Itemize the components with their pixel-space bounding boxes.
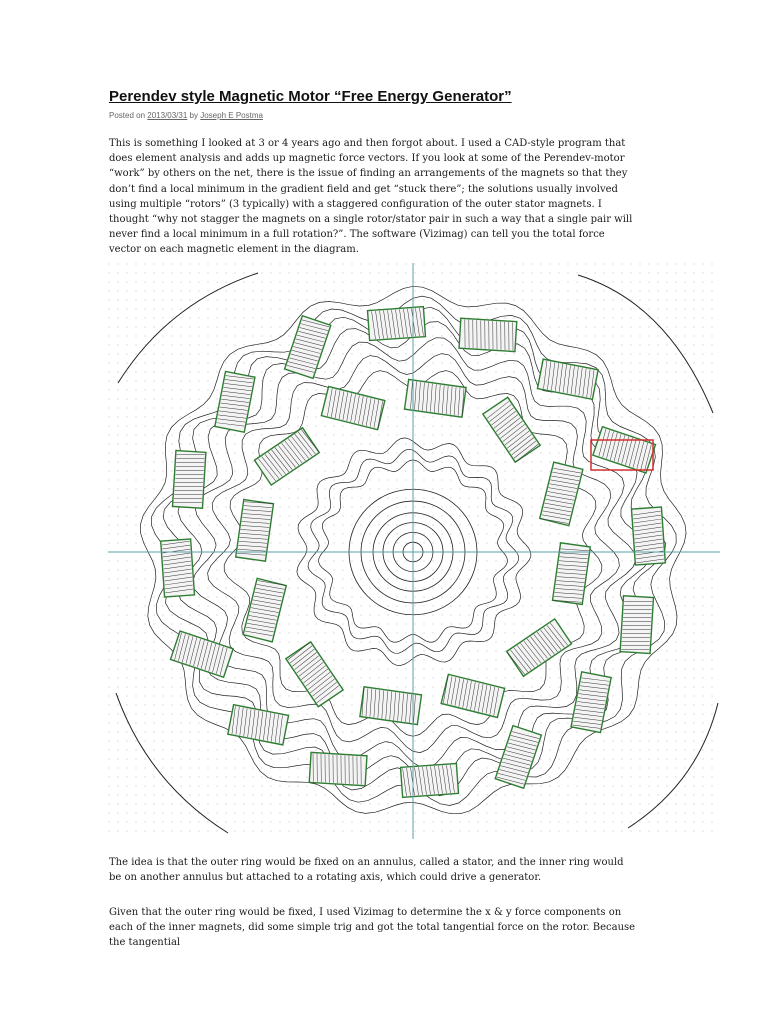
post-meta (109, 111, 263, 120)
outer-magnet (459, 318, 517, 351)
magnet-body (401, 763, 459, 797)
magnet-field-diagram (108, 263, 720, 839)
field-diagram-svg (108, 263, 720, 839)
author-link[interactable]: Joseph E Postma (200, 111, 263, 120)
magnet-body (173, 451, 206, 509)
outer-magnet (309, 752, 367, 785)
magnet-body (368, 307, 426, 341)
outer-magnet (161, 539, 195, 597)
grid-background (108, 263, 720, 839)
outer-magnet (631, 507, 665, 565)
outer-magnet (173, 451, 206, 509)
magnet-body (459, 318, 517, 351)
stator-paragraph: The idea is that the outer ring would be fixed on an annulus, called a stator, and the inner ring would be on another annulus but attached to a rotating axis, which could drive a generator. (109, 857, 624, 884)
magnet-body (620, 596, 653, 654)
post-title[interactable]: Perendev style Magnetic Motor “Free Energy Generator” (109, 88, 512, 105)
outer-magnet (620, 596, 653, 654)
magnet-body (309, 752, 367, 785)
intro-paragraph: This is something I looked at 3 or 4 years ago and then forgot about. I used a CAD-style program that does element analysis and adds up magnetic force vectors. If you look at some of the Perendev-motor “work” by others on the net, there is the issue of finding an arrangements of the magnets so that they don’t find a local minimum in the gradient field and get “stuck there”; the solutions usually involved using multiple “rotors” (3 typically) with a staggered configuration of the outer stator magnets. I thought “why not stagger the magnets on a single rotor/stator pair in such a way that a single pair will never find a local minimum in a full rotation?”. The software (Vizimag) can tell you the total force vector on each magnetic element in the diagram. (109, 138, 633, 256)
vizimag-paragraph: Given that the outer ring would be fixed, I used Vizimag to determine the x & y force components on each of the inner magnets, did some simple trig and got the total tangential force on the rotor. Because the tangential (109, 907, 636, 949)
magnet-body (631, 507, 665, 565)
magnet-body (161, 539, 195, 597)
post-date-link[interactable]: 2013/03/31 (147, 111, 188, 120)
outer-magnet (368, 307, 426, 341)
by-label: by (189, 111, 198, 120)
outer-magnet (401, 763, 459, 797)
posted-on-label: Posted on (109, 111, 146, 120)
